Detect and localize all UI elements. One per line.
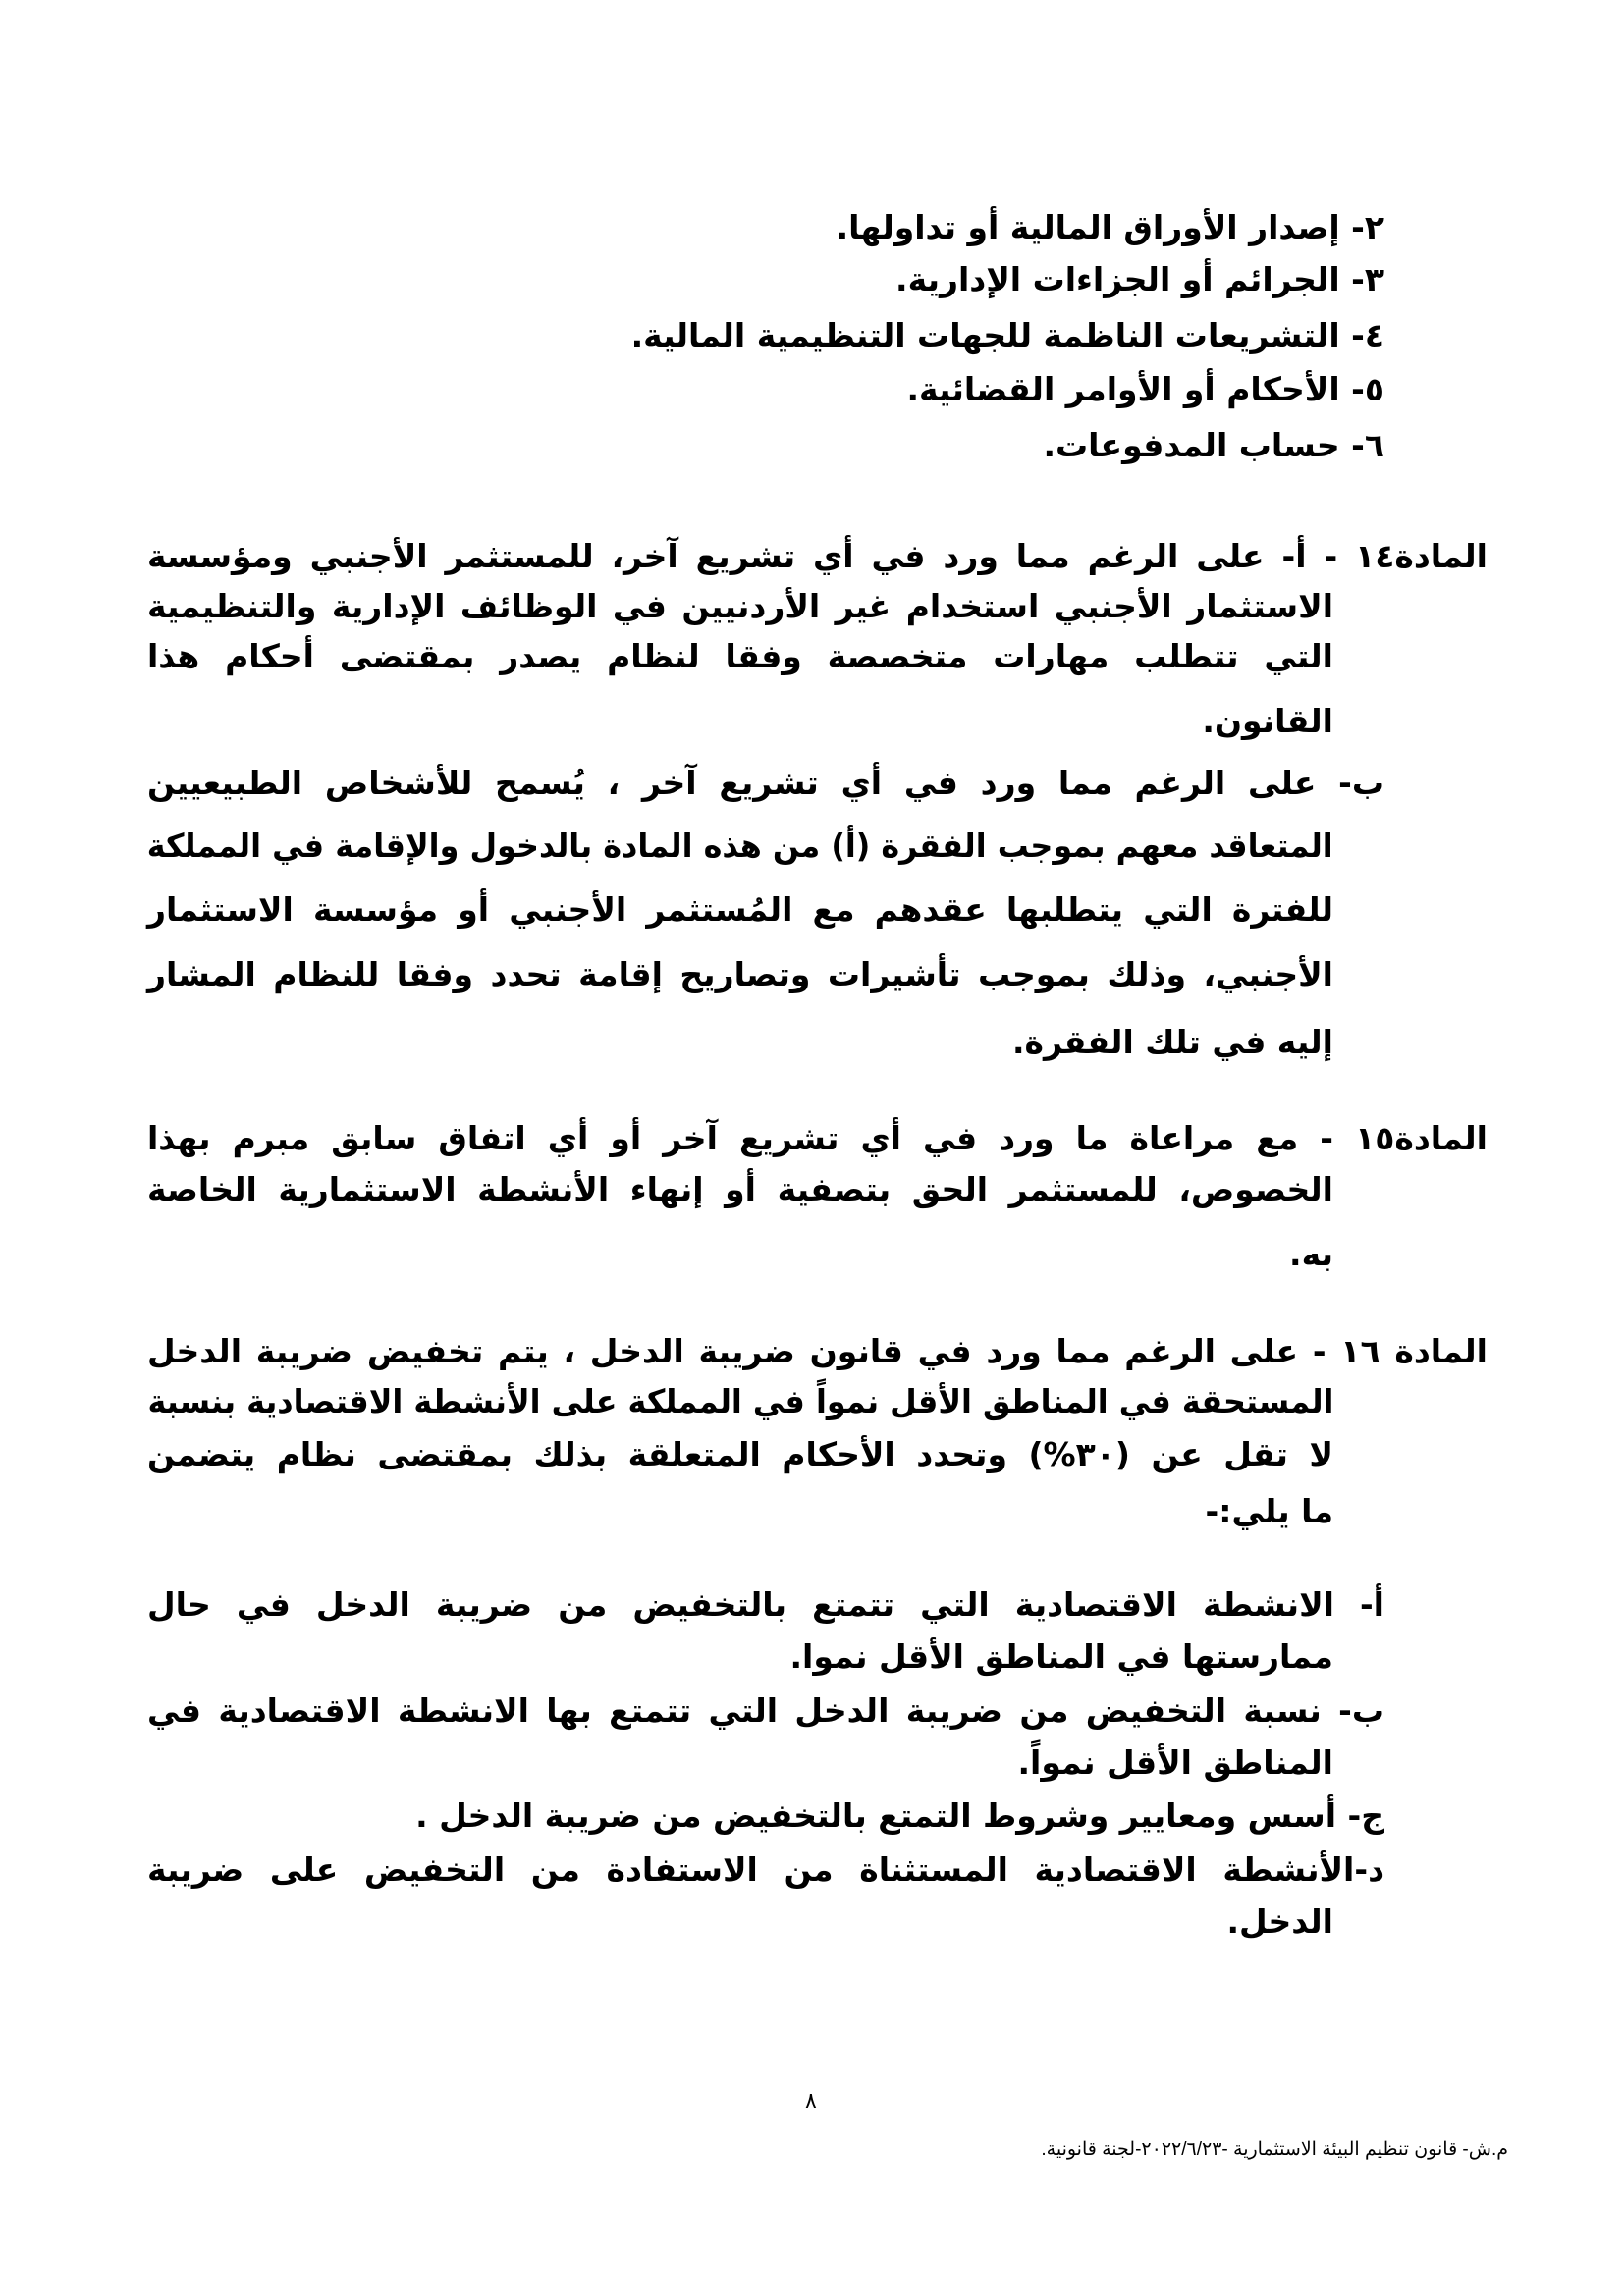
article-14b-line (147, 950, 1333, 999)
article-16d-line (147, 1845, 1384, 1895)
article-14b-line (147, 1018, 1333, 1067)
line-text: التي تتطلب مهارات متخصصة وفقا لنظام يصدر بمقتضى أحكام هذا (147, 637, 1333, 675)
article-16b-line (147, 1738, 1333, 1788)
article-16d-line (147, 1897, 1333, 1947)
article-14-line (147, 582, 1333, 631)
line-text: للفترة التي يتطلبها عقدهم مع المُستثمر الأجنبي أو مؤسسة الاستثمار (147, 890, 1333, 929)
list-item (147, 365, 1384, 414)
article-14b-line (147, 759, 1384, 808)
list-item-text: ٢- إصدار الأوراق المالية أو تداولها. (836, 208, 1384, 246)
line-text: ما يلي:- (1205, 1492, 1333, 1530)
line-text: إليه في تلك الفقرة. (1012, 1023, 1333, 1061)
footer-text: م.ش- قانون تنظيم البيئة الاستثمارية -٢٠٢٢/٦/٢٣-لجنة قانونية. (1041, 2139, 1508, 2160)
line-text: ممارستها في المناطق الأقل نموا. (789, 1637, 1333, 1676)
line-text: الخصوص، للمستثمر الحق بتصفية أو إنهاء الأنشطة الاستثمارية الخاصة (147, 1170, 1333, 1208)
list-item-text: ٤- التشريعات الناظمة للجهات التنظيمية المالية. (630, 316, 1384, 354)
article-16a-line (147, 1580, 1384, 1629)
line-text: المادة ١٦ - على الرغم مما ورد في قانون ضريبة الدخل ، يتم تخفيض ضريبة الدخل (147, 1332, 1488, 1370)
list-item (147, 311, 1384, 360)
list-item-text: ٥- الأحكام أو الأوامر القضائية. (906, 370, 1384, 408)
article-16-line (147, 1377, 1333, 1426)
page-number: ٨ (805, 2089, 817, 2113)
article-15-line (147, 1114, 1488, 1163)
line-text: المادة١٥ - مع مراعاة ما ورد في أي تشريع آخر أو أي اتفاق سابق مبرم بهذا (147, 1119, 1488, 1157)
article-14-line (147, 632, 1333, 681)
list-item-text: ٣- الجرائم أو الجزاءات الإدارية. (895, 260, 1384, 298)
line-text: المستحقة في المناطق الأقل نمواً في المملكة على الأنشطة الاقتصادية بنسبة (147, 1382, 1333, 1420)
list-item-text: ٦- حساب المدفوعات. (1043, 426, 1384, 464)
line-text: به. (1289, 1235, 1333, 1273)
line-text: المتعاقد معهم بموجب الفقرة (أ) من هذه المادة بالدخول والإقامة في المملكة (147, 827, 1333, 865)
line-text: المناطق الأقل نمواً. (1017, 1743, 1333, 1782)
list-item (147, 255, 1384, 304)
article-14b-line (147, 885, 1333, 934)
article-14b-line (147, 822, 1333, 871)
line-text: ج- أسس ومعايير وشروط التمتع بالتخفيض من ضريبة الدخل . (415, 1796, 1384, 1835)
article-16b-line (147, 1686, 1384, 1735)
line-text: لا تقل عن (٣٠%) وتحدد الأحكام المتعلقة بذلك بمقتضى نظام يتضمن (147, 1435, 1333, 1473)
line-text: القانون. (1202, 702, 1333, 740)
line-text: الاستثمار الأجنبي استخدام غير الأردنيين في الوظائف الإدارية والتنظيمية (147, 587, 1333, 625)
article-15-line (147, 1230, 1333, 1279)
article-14-line (147, 697, 1333, 746)
line-text: الأجنبي، وذلك بموجب تأشيرات وتصاريح إقامة تحدد وفقا للنظام المشار (147, 955, 1333, 993)
list-item (147, 203, 1384, 252)
article-15-line (147, 1165, 1333, 1214)
line-text: أ- الانشطة الاقتصادية التي تتمتع بالتخفيض من ضريبة الدخل في حال (147, 1585, 1384, 1624)
list-item (147, 421, 1384, 470)
article-16-line (147, 1487, 1333, 1536)
article-14-line (147, 532, 1488, 581)
article-16-line (147, 1430, 1333, 1479)
article-16a-line (147, 1632, 1333, 1682)
article-16c-line (147, 1791, 1384, 1841)
line-text: الدخل. (1226, 1902, 1333, 1941)
line-text: ب- نسبة التخفيض من ضريبة الدخل التي تتمتع بها الانشطة الاقتصادية في (147, 1691, 1384, 1730)
article-16-line (147, 1327, 1488, 1376)
line-text: ب- على الرغم مما ورد في أي تشريع آخر ، يُسمح للأشخاص الطبيعيين (147, 764, 1384, 802)
line-text: المادة١٤ - أ- على الرغم مما ورد في أي تشريع آخر، للمستثمر الأجنبي ومؤسسة (147, 537, 1488, 575)
line-text: د-الأنشطة الاقتصادية المستثناة من الاستفادة من التخفيض على ضريبة (147, 1850, 1384, 1889)
